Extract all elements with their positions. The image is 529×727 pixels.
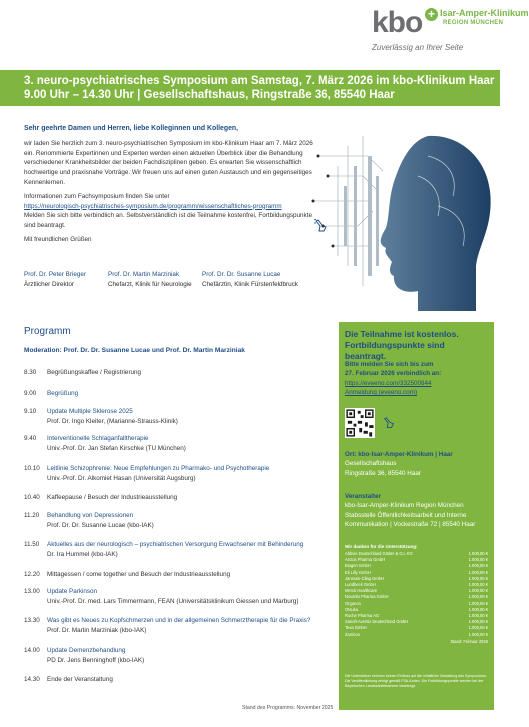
item-speaker: Prof. Dr. Ingo Kleiter, (Marianne-Strauss-Klinik): [47, 417, 178, 425]
info-text: Informationen zum Fachsymposium finden Sie unter: [24, 192, 170, 200]
closing: Mit freundlichen Grüßen: [24, 235, 92, 243]
item-title: Update Multiple Sklerose 2025: [47, 408, 133, 415]
item-speaker: Dr. Ira Hummel (kbo-IAK): [47, 550, 118, 558]
sponsor-footnote: Die Unterstützer nehmen keinen Einfluss auf die inhaltliche Gestaltung des Symposiums. Die Veröffentlichung erfolgt gemäß FSA-Kodex. Die Fortbildungspunkte werden bei der Bayerischen Landesärztekammer beantragt.: [345, 674, 487, 688]
item-time: 12.20: [24, 571, 40, 578]
registration-url[interactable]: https://eveeno.com/332500844: [345, 380, 432, 387]
venue-building: Gesellschaftshaus: [345, 460, 397, 468]
sponsor-name: Novartis Pharma GmbH: [345, 594, 389, 600]
sponsor-name: Zambon: [345, 631, 361, 637]
signer-role: Ärztlicher Direktor: [24, 281, 75, 288]
item-time: 10.10: [24, 465, 40, 472]
venue-label: Ort: kbo-Isar-Amper-Klinikum | Haar: [345, 451, 453, 458]
venue-address: Ringstraße 36, 85540 Haar: [345, 469, 421, 477]
signer-name: Prof. Dr. Dr. Susanne Lucae: [202, 271, 281, 278]
sponsor-name: Sanofi-Aventis Deutschland GmbH: [345, 619, 409, 625]
sponsor-amount: 1.000,00 €: [468, 569, 488, 575]
head-illustration: [308, 116, 498, 316]
sponsor-amount: 1.000,00 €: [468, 631, 488, 637]
item-time: 13.00: [24, 588, 40, 595]
sponsor-name: Organon: [345, 600, 361, 606]
pointing-hand-icon: [382, 416, 396, 430]
item-time: 9.00: [24, 390, 37, 397]
registration-text-1: Bitte melden Sie sich bis zum: [345, 361, 434, 368]
sponsor-amount: 1.000,00 €: [468, 557, 488, 563]
sponsor-amount: 1.000,00 €: [468, 575, 488, 581]
item-time: 9.40: [24, 435, 37, 442]
sponsor-amount: 1.000,00 €: [468, 625, 488, 631]
organizer-label: Veranstalter: [345, 493, 382, 500]
signer-2: [108, 270, 192, 290]
item-time: 9.10: [24, 408, 37, 415]
item-speaker: Univ.-Prof. Dr. med. Lars Timmermann, FEAN (Universitätsklinikum Giessen und Marburg): [47, 597, 299, 605]
signer-3: [202, 270, 298, 290]
logo-clinic-name: Isar-Amper-Klinikum: [440, 8, 529, 18]
item-time: 11.50: [24, 541, 40, 548]
sponsor-amount: 1.000,00 €: [468, 563, 488, 569]
event-title: 3. neuro-psychiatrisches Symposium am Samstag, 7. März 2026 im kbo-Klinikum Haar: [24, 75, 495, 87]
program-link[interactable]: https://neurologisch-psychiatrisches-symposium.de/programm/wissenschaftliches-programm: [24, 202, 282, 210]
sponsor-list: [345, 551, 488, 645]
sponsor-status: Stand: Februar 2026: [450, 638, 488, 644]
organizer-line-2: Stabsstelle Öffentlichkeitsarbeit und Interne: [345, 511, 467, 519]
organizer-line-3: Kommunikation | Vockestraße 72 | 85540 Haar: [345, 521, 476, 529]
invitation-letter: [24, 124, 324, 249]
sponsor-row: [345, 632, 488, 638]
free-participation: Die Teilnahme ist kostenlos.: [345, 329, 459, 339]
item-speaker: Prof. Dr. Martin Marziniak (kbo-IAK): [47, 626, 147, 634]
item-time: 8.30: [24, 369, 37, 376]
item-title: Begrüßungskaffee / Registrierung: [47, 369, 142, 376]
registration-text-2: 27. Februar 2026 verbindlich an:: [345, 370, 442, 377]
sponsor-name: Arctos Pharma GmbH: [345, 557, 386, 563]
organizer-line-1: kbo-Isar-Amper-Klinikum Region München: [345, 502, 464, 510]
sponsor-amount: 1.500,00 €: [468, 551, 488, 556]
sponsor-amount: 1.000,00 €: [468, 619, 488, 625]
greeting: Sehr geehrte Damen und Herren, liebe Kolleginnen und Kollegen,: [24, 125, 239, 132]
sponsor-name: Biogen GmbH: [345, 563, 371, 569]
item-time: 13.30: [24, 617, 40, 624]
sponsor-name: Merck Healthcare: [345, 588, 378, 594]
signer-role: Chefärztin, Klinik Fürstenfeldbruck: [202, 281, 298, 288]
sponsor-name: Teva GmbH: [345, 625, 367, 631]
sponsor-amount: 1.000,00 €: [468, 613, 488, 619]
sponsor-name: Eli Lilly GmbH: [345, 569, 371, 575]
sponsor-amount: 1.000,00 €: [468, 606, 488, 612]
sponsors-title: Wir danken für die Unterstützung:: [345, 544, 418, 549]
logo-region: REGION MÜNCHEN: [443, 20, 504, 26]
organizer: [345, 492, 475, 530]
item-title: Update Parkinson: [47, 588, 98, 595]
cme-points: Fortbildungspunkte sind beantragt.: [345, 340, 445, 361]
item-time: 10.40: [24, 494, 40, 501]
sponsor-amount: 1.000,00 €: [468, 594, 488, 600]
sponsor-name: Otsuka: [345, 606, 358, 612]
logo-tagline: Zuverlässig an Ihrer Seite: [372, 43, 464, 52]
item-title: Behandlung von Depressionen: [47, 512, 134, 519]
signer-name: Prof. Dr. Peter Brieger: [24, 271, 86, 278]
item-time: 11.20: [24, 512, 40, 519]
item-title: Mittagessen / come together und Besuch der Industrieausstellung: [47, 571, 231, 578]
info-paragraph: [24, 192, 324, 231]
item-speaker: Univ.-Prof. Dr. Alkomiet Hasan (Universität Augsburg): [47, 474, 196, 482]
item-title: Update Demenzbehandlung: [47, 647, 126, 654]
item-time: 14.00: [24, 647, 40, 654]
item-title: Kaffeepause / Besuch der Industrieausstellung: [47, 494, 178, 501]
registration-note: Melden Sie sich bitte verbindlich an. Selbstverständlich ist die Teilnahme kostenfrei, Fortbildungspunkte sind beantragt.: [24, 212, 312, 230]
program-heading: Programm: [24, 326, 71, 337]
event-time-location: 9.00 Uhr – 14.30 Uhr | Gesellschaftshaus, Ringstraße 36, 85540 Haar: [24, 89, 395, 101]
moderation: Moderation: Prof. Dr. Dr. Susanne Lucae und Prof. Dr. Martin Marziniak: [24, 347, 245, 354]
item-title: Interventionelle Schlaganfalltherapie: [47, 435, 149, 442]
signer-name: Prof. Dr. Martin Marziniak: [108, 271, 180, 278]
item-speaker: PD Dr. Jens Benninghoff (kbo-IAK): [47, 656, 145, 664]
item-time: 14.30: [24, 676, 40, 683]
title-banner: [0, 70, 500, 106]
item-speaker: Prof. Dr. Dr. Susanne Lucae (kbo-IAK): [47, 521, 154, 529]
sponsor-name: Lundbeck GmbH: [345, 582, 376, 588]
qr-code-icon[interactable]: [345, 408, 375, 438]
sponsor-name: Janssen-Cilag GmbH: [345, 575, 384, 581]
invitation-paragraph: wir laden Sie herzlich zum 3. neuro-psychiatrischen Symposium im kbo-Klinikum Haar am 7. März 2026 ein. Renommierte Expertinnen und Experten werden einen aktuellen Überblick über die Behandlung verschiedener Krankheitsbilder der beiden Fachdisziplinen geben. Es erwarten Sie wissenschaftlich hochwertige und praxisnahe Vorträge. Wir freuen uns auf einen guten Austausch und ein gegenseitiges Kennenlernen.: [24, 139, 313, 186]
item-title: Aktuelles aus der neurologisch – psychiatrischen Versorgung Erwachsener mit Behinderung: [47, 541, 304, 548]
sponsor-name: Roche Pharma AG: [345, 613, 380, 619]
item-title: Begrüßung: [47, 390, 79, 397]
item-title: Leitlinie Schizophrenie: Neue Empfehlungen zu Pharmako- und Psychotherapie: [47, 465, 270, 472]
signer-role: Chefarzt, Klinik für Neurologie: [108, 281, 192, 288]
item-title: Was gibt es Neues zu Kopfschmerzen und in der allgemeinen Schmerztherapie für die Praxis?: [47, 617, 311, 624]
registration-box: [339, 322, 494, 710]
item-speaker: Univ.-Prof. Dr. Jan Stefan Kirschke (TU München): [47, 444, 186, 452]
logo-wordmark: kbo: [372, 6, 423, 39]
item-title: Ende der Veranstaltung: [47, 676, 113, 683]
sponsor-amount: 1.000,00 €: [468, 588, 488, 594]
registration-link[interactable]: Anmeldung (eveeno.com): [345, 389, 418, 396]
sponsor-amount: 1.000,00 €: [468, 582, 488, 588]
kbo-logo: [372, 6, 529, 56]
logo-plus-icon: +: [425, 8, 438, 21]
sponsor-amount: 1.000,00 €: [468, 600, 488, 606]
signer-1: [24, 270, 86, 290]
venue: [345, 450, 453, 478]
registration-deadline: [345, 360, 441, 378]
program-status-date: Stand des Programms: November 2025: [242, 705, 334, 711]
sponsor-name: Abbvie Deutschland GmbH & Co. KG: [345, 551, 413, 556]
